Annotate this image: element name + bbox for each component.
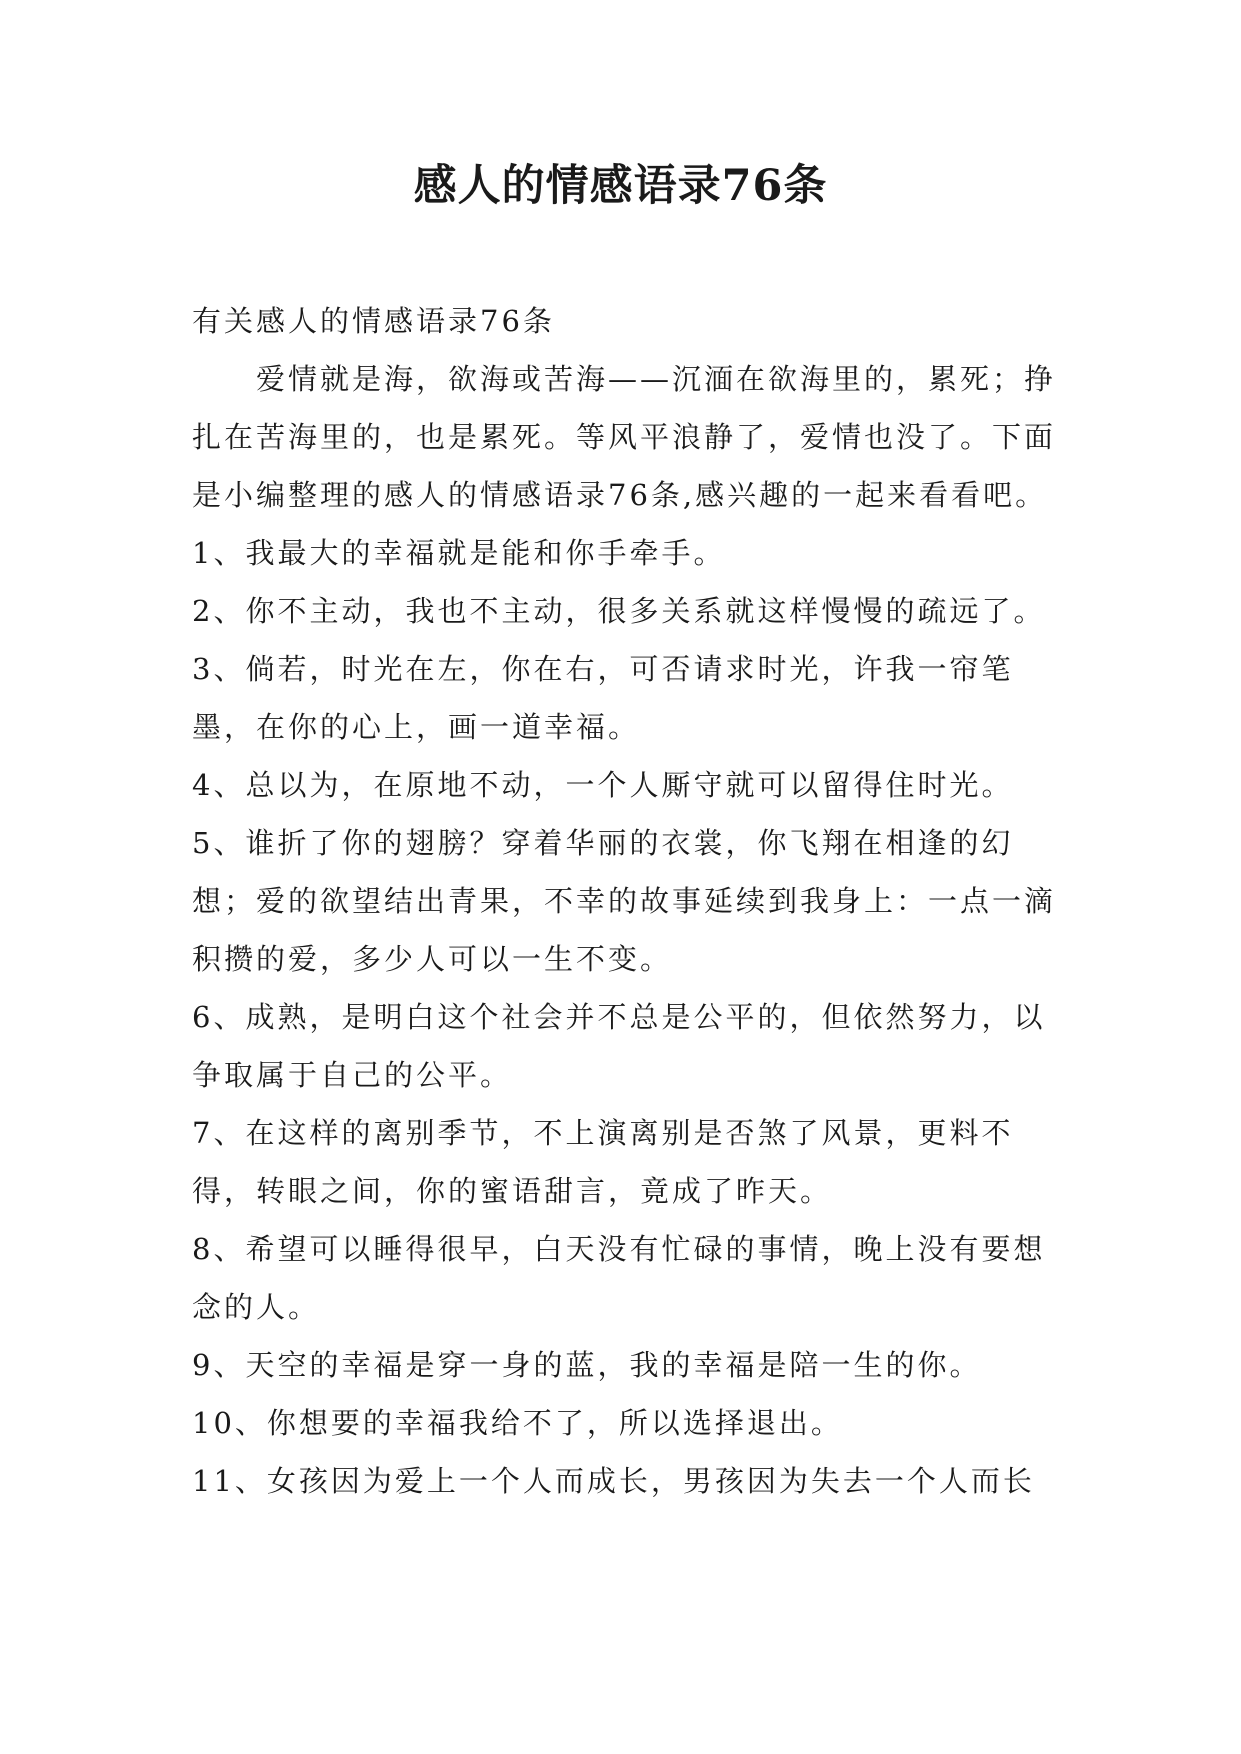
list-item: 3、倘若，时光在左，你在右，可否请求时光，许我一帘笔墨，在你的心上，画一道幸福。 — [192, 652, 1014, 744]
list-item: 9、天空的幸福是穿一身的蓝，我的幸福是陪一生的你。 — [192, 1348, 982, 1382]
list-item: 5、谁折了你的翅膀？穿着华丽的衣裳，你飞翔在相逢的幻想；爱的欲望结出青果，不幸的故事延续到我身上：一点一滴积攒的爱，多少人可以一生不变。 — [192, 826, 1057, 976]
list-item: 2、你不主动，我也不主动，很多关系就这样慢慢的疏远了。 — [192, 594, 1046, 628]
list-item: 8、希望可以睡得很早，白天没有忙碌的事情，晚上没有要想念的人。 — [192, 1232, 1046, 1324]
list-item: 4、总以为，在原地不动，一个人厮守就可以留得住时光。 — [192, 768, 1014, 802]
intro-paragraph: 爱情就是海，欲海或苦海——沉湎在欲海里的，累死；挣扎在苦海里的，也是累死。等风平浪静了，爱情也没了。下面是小编整理的感人的情感语录76条,感兴趣的一起来看看吧。 — [192, 362, 1057, 512]
document-subtitle: 有关感人的情感语录76条 — [192, 304, 555, 338]
list-item: 7、在这样的离别季节，不上演离别是否煞了风景，更料不得，转眼之间，你的蜜语甜言，竟成了昨天。 — [192, 1116, 1014, 1208]
list-item: 10、你想要的幸福我给不了，所以选择退出。 — [192, 1406, 843, 1440]
list-item: 6、成熟，是明白这个社会并不总是公平的，但依然努力，以争取属于自己的公平。 — [192, 1000, 1046, 1092]
document-title: 感人的情感语录76条 — [413, 161, 828, 211]
list-item: 11、女孩因为爱上一个人而成长，男孩因为失去一个人而长 — [192, 1464, 1035, 1498]
list-item: 1、我最大的幸福就是能和你手牵手。 — [192, 536, 726, 570]
document-body — [192, 292, 1072, 1510]
